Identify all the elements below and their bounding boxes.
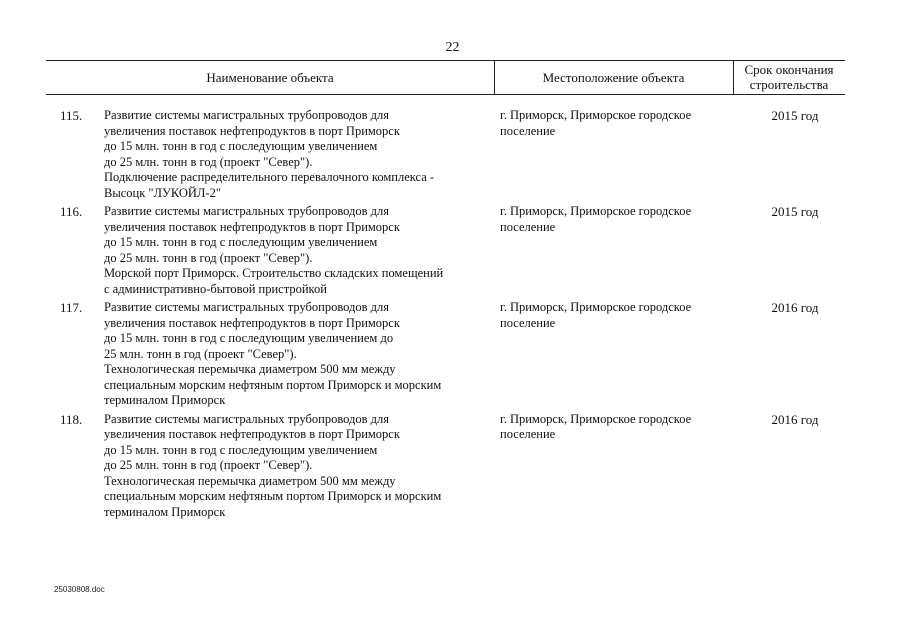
object-name-line: до 15 млн. тонн в год с последующим увеличением — [104, 235, 378, 249]
object-name-line: увеличения поставок нефтепродуктов в порт Приморск — [104, 123, 400, 138]
document-code: 25030808.doc — [54, 585, 105, 594]
object-name-line: Развитие системы магистральных трубопроводов для — [104, 108, 390, 122]
object-name-line: терминалом Приморск — [104, 393, 226, 407]
object-name-line: до 15 млн. тонн в год с последующим увеличением — [104, 139, 378, 153]
header-deadline-line: Срок окончания — [744, 62, 834, 77]
object-location-line: г. Приморск, Приморское городское — [500, 411, 692, 426]
object-name-line: до 15 млн. тонн в год с последующим увеличением до — [104, 331, 394, 345]
construction-deadline: 2016 год — [771, 411, 819, 427]
object-name-line: Развитие системы магистральных трубопроводов для — [104, 300, 390, 314]
object-location — [500, 300, 730, 331]
object-name-line: Развитие системы магистральных трубопроводов для — [104, 411, 390, 426]
object-location — [500, 412, 730, 443]
table-header-bottom-rule — [46, 94, 845, 95]
object-name-line: специальным морским нефтяным портом Приморск и морским — [104, 377, 442, 392]
object-location-line: поселение — [500, 427, 556, 441]
object-name — [104, 108, 494, 201]
object-location-line: поселение — [500, 123, 556, 138]
object-name-line: Технологическая перемычка диаметром 500 мм между — [104, 473, 396, 488]
object-name-line: до 25 млн. тонн в год (проект "Север"). — [104, 458, 313, 472]
object-location — [500, 204, 730, 235]
object-name-line: увеличения поставок нефтепродуктов в порт Приморск — [104, 427, 400, 441]
object-name-line: увеличения поставок нефтепродуктов в порт Приморск — [104, 315, 400, 330]
header-name-column: Наименование объекта — [206, 69, 334, 85]
row-number: 117. — [60, 300, 83, 315]
object-name-line: 25 млн. тонн в год (проект "Север"). — [104, 346, 297, 361]
object-name-line: увеличения поставок нефтепродуктов в порт Приморск — [104, 219, 400, 234]
object-name-line: специальным морским нефтяным портом Приморск и морским — [104, 489, 442, 503]
header-deadline-line: строительства — [749, 77, 829, 92]
object-name-line: Высоцк "ЛУКОЙЛ-2" — [104, 185, 221, 200]
construction-deadline: 2015 год — [771, 108, 819, 123]
object-name-line: с административно-бытовой пристройкой — [104, 281, 327, 296]
row-number: 116. — [60, 204, 83, 219]
object-name — [104, 412, 494, 521]
object-name-line: до 15 млн. тонн в год с последующим увеличением — [104, 442, 378, 457]
object-name-line: до 25 млн. тонн в год (проект "Север"). — [104, 154, 313, 169]
object-name-line: Технологическая перемычка диаметром 500 мм между — [104, 362, 396, 376]
object-location-line: г. Приморск, Приморское городское — [500, 108, 692, 122]
object-location-line: г. Приморск, Приморское городское — [500, 300, 692, 314]
object-location-line: поселение — [500, 315, 556, 330]
object-name — [104, 300, 494, 409]
page-number: 22 — [445, 40, 460, 55]
object-location — [500, 108, 730, 139]
object-location-line: г. Приморск, Приморское городское — [500, 204, 692, 218]
object-name-line: Подключение распределительного перевалочного комплекса - — [104, 170, 435, 184]
header-deadline-column — [733, 60, 845, 94]
construction-deadline: 2015 год — [771, 204, 819, 219]
construction-deadline: 2016 год — [771, 300, 819, 315]
object-name-line: Морской порт Приморск. Строительство складских помещений — [104, 266, 444, 280]
object-name-line: терминалом Приморск — [104, 504, 226, 519]
header-location-column: Местоположение объекта — [542, 69, 685, 85]
object-name — [104, 204, 494, 297]
object-name-line: Развитие системы магистральных трубопроводов для — [104, 204, 390, 218]
row-number: 118. — [60, 411, 83, 427]
row-number: 115. — [60, 108, 83, 123]
object-location-line: поселение — [500, 219, 556, 234]
object-name-line: до 25 млн. тонн в год (проект "Север"). — [104, 250, 313, 265]
